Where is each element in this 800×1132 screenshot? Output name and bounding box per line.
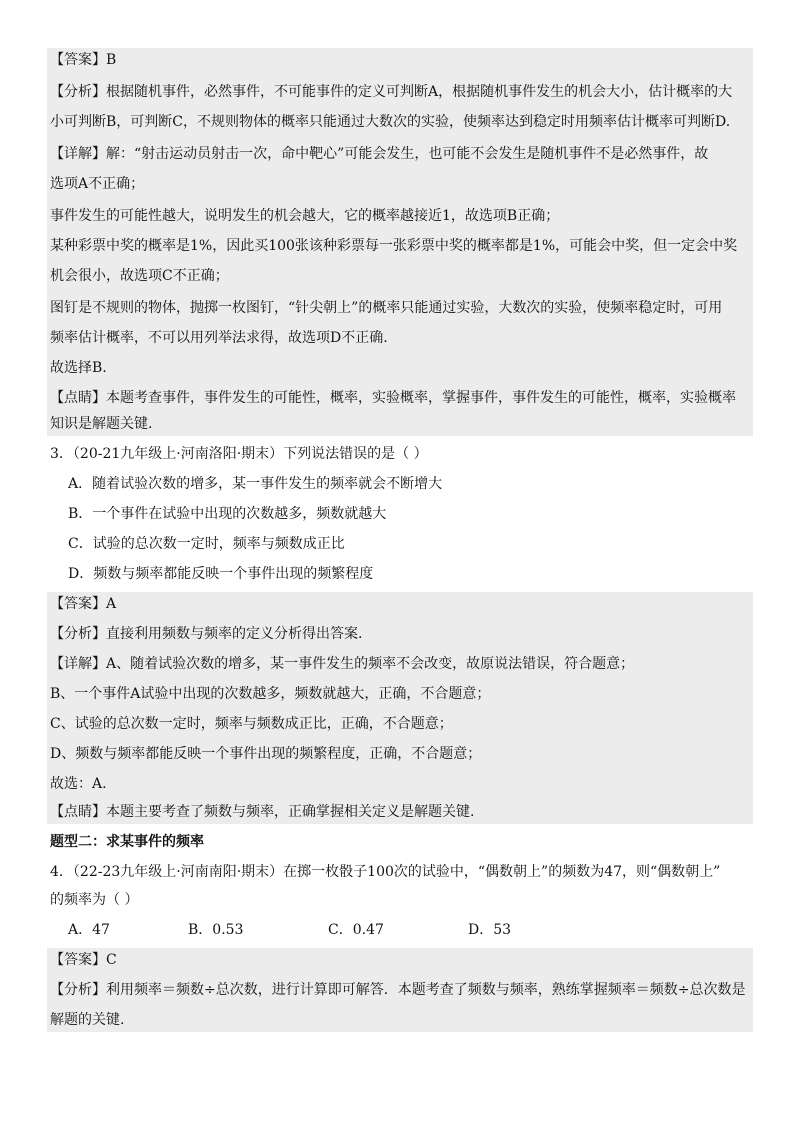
q4-stem-line-1: 4．（22-23九年级上·河南南阳·期末）在掷一枚骰子100次的试验中，“偶数朝上”的频数为47，则“偶数朝上” [50,864,721,880]
q2-detail-line-2: 选项A不正确； [50,176,145,192]
q3-detail-line-3: C、试验的总次数一定时，频率与频数成正比，正确，不合题意； [50,716,453,732]
q2-detail-line-5: 机会很小，故选项C不正确； [50,268,229,284]
q3-option-b: B．一个事件在试验中出现的次数越多，频数就越大 [68,506,387,522]
q4-option-b: B．0.53 [188,922,244,938]
q4-analysis-line-1: 【分析】利用频率＝频数÷总次数，进行计算即可解答．本题考查了频数与频率，熟练掌握频率＝频数÷总次数是 [50,982,746,998]
q2-comment-line-2: 知识是解题关键. [50,416,153,432]
q4-option-a: A．47 [68,922,110,938]
q3-detail-line-1: 【详解】A、随着试验次数的增多，某一事件发生的频率不会改变，故原说法错误，符合题意； [50,656,635,672]
q2-detail-line-3: 事件发生的可能性越大，说明发生的机会越大，它的概率越接近1，故选项B正确； [50,208,560,224]
q3-stem: 3．（20-21九年级上·河南洛阳·期末）下列说法错误的是（ ） [50,446,428,462]
q4-analysis-line-2: 解题的关键. [50,1012,125,1028]
q3-option-a: A．随着试验次数的增多，某一事件发生的频率就会不断增大 [68,476,443,492]
q3-analysis: 【分析】直接利用频数与频率的定义分析得出答案. [50,626,363,642]
section-heading: 题型二：求某事件的频率 [50,834,204,850]
q4-option-c: C．0.47 [328,922,384,938]
q2-detail-line-4: 某种彩票中奖的概率是1%，因此买100张该种彩票每一张彩票中奖的概率都是1%，可能会中奖，但一定会中奖 [50,238,738,254]
q2-analysis-line-1: 【分析】根据随机事件，必然事件，不可能事件的定义可判断A，根据随机事件发生的机会大小，估计概率的大 [50,84,733,100]
q2-comment-line-1: 【点睛】本题考查事件，事件发生的可能性，概率，实验概率，掌握事件，事件发生的可能性，概率，实验概率 [50,390,736,406]
q3-answer: 【答案】A [50,596,117,612]
q4-option-d: D．53 [468,922,512,938]
q3-option-d: D．频数与频率都能反映一个事件出现的频繁程度 [68,566,374,582]
q3-detail-line-2: B、一个事件A试验中出现的次数越多，频数就越大，正确，不合题意； [50,686,491,702]
q2-detail-line-7: 频率估计概率，不可以用列举法求得，故选项D不正确. [50,330,388,346]
q4-answer: 【答案】C [50,952,117,968]
q2-analysis-line-2: 小可判断B，可判断C，不规则物体的概率只能通过大数次的实验，使频率达到稳定时用频率估计概率可判断D. [50,114,731,130]
q3-detail-line-4: D、频数与频率都能反映一个事件出现的频繁程度，正确，不合题意； [50,746,482,762]
q2-detail-line-1: 【详解】解：“射击运动员射击一次，命中靶心”可能会发生，也可能不会发生是随机事件不是必然事件，故 [50,146,709,162]
q2-detail-line-6: 图钉是不规则的物体，抛掷一枚图钉，“针尖朝上”的概率只能通过实验，大数次的实验，使频率稳定时，可用 [50,300,723,316]
q3-option-c: C．试验的总次数一定时，频率与频数成正比 [68,536,345,552]
q3-detail-line-5: 故选：A. [50,776,107,792]
q4-stem-line-2: 的频率为（ ） [50,892,139,908]
q3-comment: 【点睛】本题主要考查了频数与频率，正确掌握相关定义是解题关键. [50,804,475,820]
q2-answer: 【答案】B [50,52,117,68]
q2-detail-line-8: 故选择B. [50,360,107,376]
